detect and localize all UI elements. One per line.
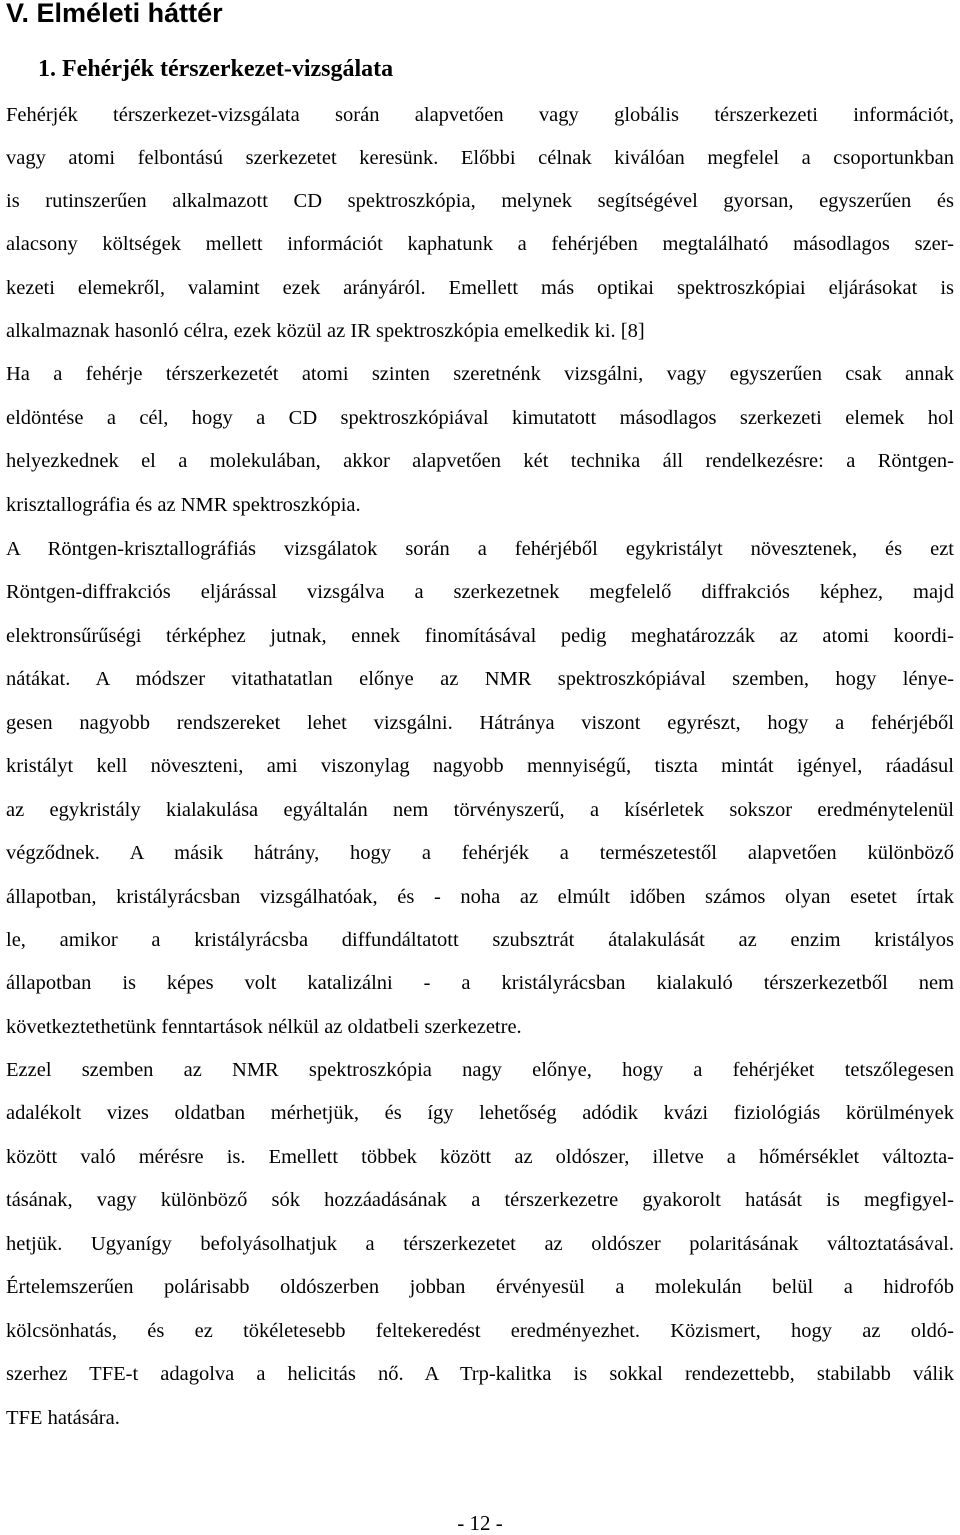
text-line: helyezkednek el a molekulában, akkor alapvetően két technika áll rendelkezésre: a Röntgen- [6,450,954,472]
page-number: - 12 - [457,1511,503,1535]
text-line: végződnek. A másik hátrány, hogy a fehérjék a természetestől alapvetően különböző [6,842,954,864]
text-line: vagy atomi felbontású szerkezetet keresünk. Előbbi célnak kiválóan megfelel a csoportunkban [6,147,954,169]
text-line: elektronsűrűségi térképhez jutnak, ennek finomításával pedig meghatározzák az atomi koordi- [6,625,954,647]
text-line: A Röntgen-krisztallográfiás vizsgálatok során a fehérjéből egykristályt növesztenek, és ezt [6,538,954,560]
text-line: alacsony költségek mellett információt kaphatunk a fehérjében megtalálható másodlagos szer- [6,233,954,255]
text-line: le, amikor a kristályrácsba diffundáltatott szubsztrát átalakulását az enzim kristályos [6,929,954,951]
text-line: állapotban, kristályrácsban vizsgálhatóak, és - noha az elmúlt időben számos olyan esetet írtak [6,886,954,908]
text-line: szerhez TFE-t adagolva a helicitás nő. A Trp-kalitka is sokkal rendezettebb, stabilabb válik [6,1363,954,1385]
text-line: eldöntése a cél, hogy a CD spektroszkópiával kimutatott másodlagos szerkezeti elemek hol [6,407,954,429]
text-line: TFE hatására. [6,1407,120,1429]
text-line: Ezzel szemben az NMR spektroszkópia nagy előnye, hogy a fehérjéket tetszőlegesen [6,1059,954,1081]
text-line: állapotban is képes volt katalizálni - a kristályrácsban kialakuló térszerkezetből nem [6,972,954,994]
text-line: következtethetünk fenntartások nélkül az oldatbeli szerkezetre. [6,1016,522,1038]
text-line: Ha a fehérje térszerkezetét atomi szinten szeretnénk vizsgálni, vagy egyszerűen csak annak [6,363,954,385]
text-line: is rutinszerűen alkalmazott CD spektroszkópia, melynek segítségével gyorsan, egyszerűen és [6,190,954,212]
section-title: 1. Fehérjék térszerkezet-vizsgálata [38,56,394,82]
text-line: Értelemszerűen polárisabb oldószerben jobban érvényesül a molekulán belül a hidrofób [6,1276,954,1298]
text-line: Röntgen-diffrakciós eljárással vizsgálva a szerkezetnek megfelelő diffrakciós képhez, majd [6,581,954,603]
text-line: adalékolt vizes oldatban mérhetjük, és így lehetőség adódik kvázi fiziológiás körülmények [6,1102,954,1124]
text-line: hetjük. Ugyanígy befolyásolhatjuk a térszerkezetet az oldószer polaritásának változtatásával. [6,1233,954,1255]
text-line: nátákat. A módszer vitathatatlan előnye az NMR spektroszkópiával szemben, hogy lénye- [6,668,954,690]
text-line: alkalmaznak hasonló célra, ezek közül az IR spektroszkópia emelkedik ki. [8] [6,320,645,342]
text-line: kölcsönhatás, és ez tökéletesebb feltekeredést eredményezhet. Közismert, hogy az oldó- [6,1320,954,1342]
text-line: kezeti elemekről, valamint ezek arányáról. Emellett más optikai spektroszkópiai eljárásokat is [6,277,954,299]
text-line: az egykristály kialakulása egyáltalán nem törvényszerű, a kísérletek sokszor eredménytelenül [6,799,954,821]
text-line: gesen nagyobb rendszereket lehet vizsgálni. Hátránya viszont egyrészt, hogy a fehérjéből [6,712,954,734]
text-line: krisztallográfia és az NMR spektroszkópia. [6,494,361,516]
text-line: között való mérésre is. Emellett többek között az oldószer, illetve a hőmérséklet változta- [6,1146,954,1168]
text-line: kristályt kell növeszteni, ami viszonylag nagyobb mennyiségű, tiszta mintát igényel, ráadásul [6,755,954,777]
text-line: tásának, vagy különböző sók hozzáadásának a térszerkezetre gyakorolt hatását is megfigyel- [6,1189,954,1211]
chapter-title: V. Elméleti háttér [6,0,223,28]
text-line: Fehérjék térszerkezet-vizsgálata során alapvetően vagy globális térszerkezeti információt, [6,104,954,126]
